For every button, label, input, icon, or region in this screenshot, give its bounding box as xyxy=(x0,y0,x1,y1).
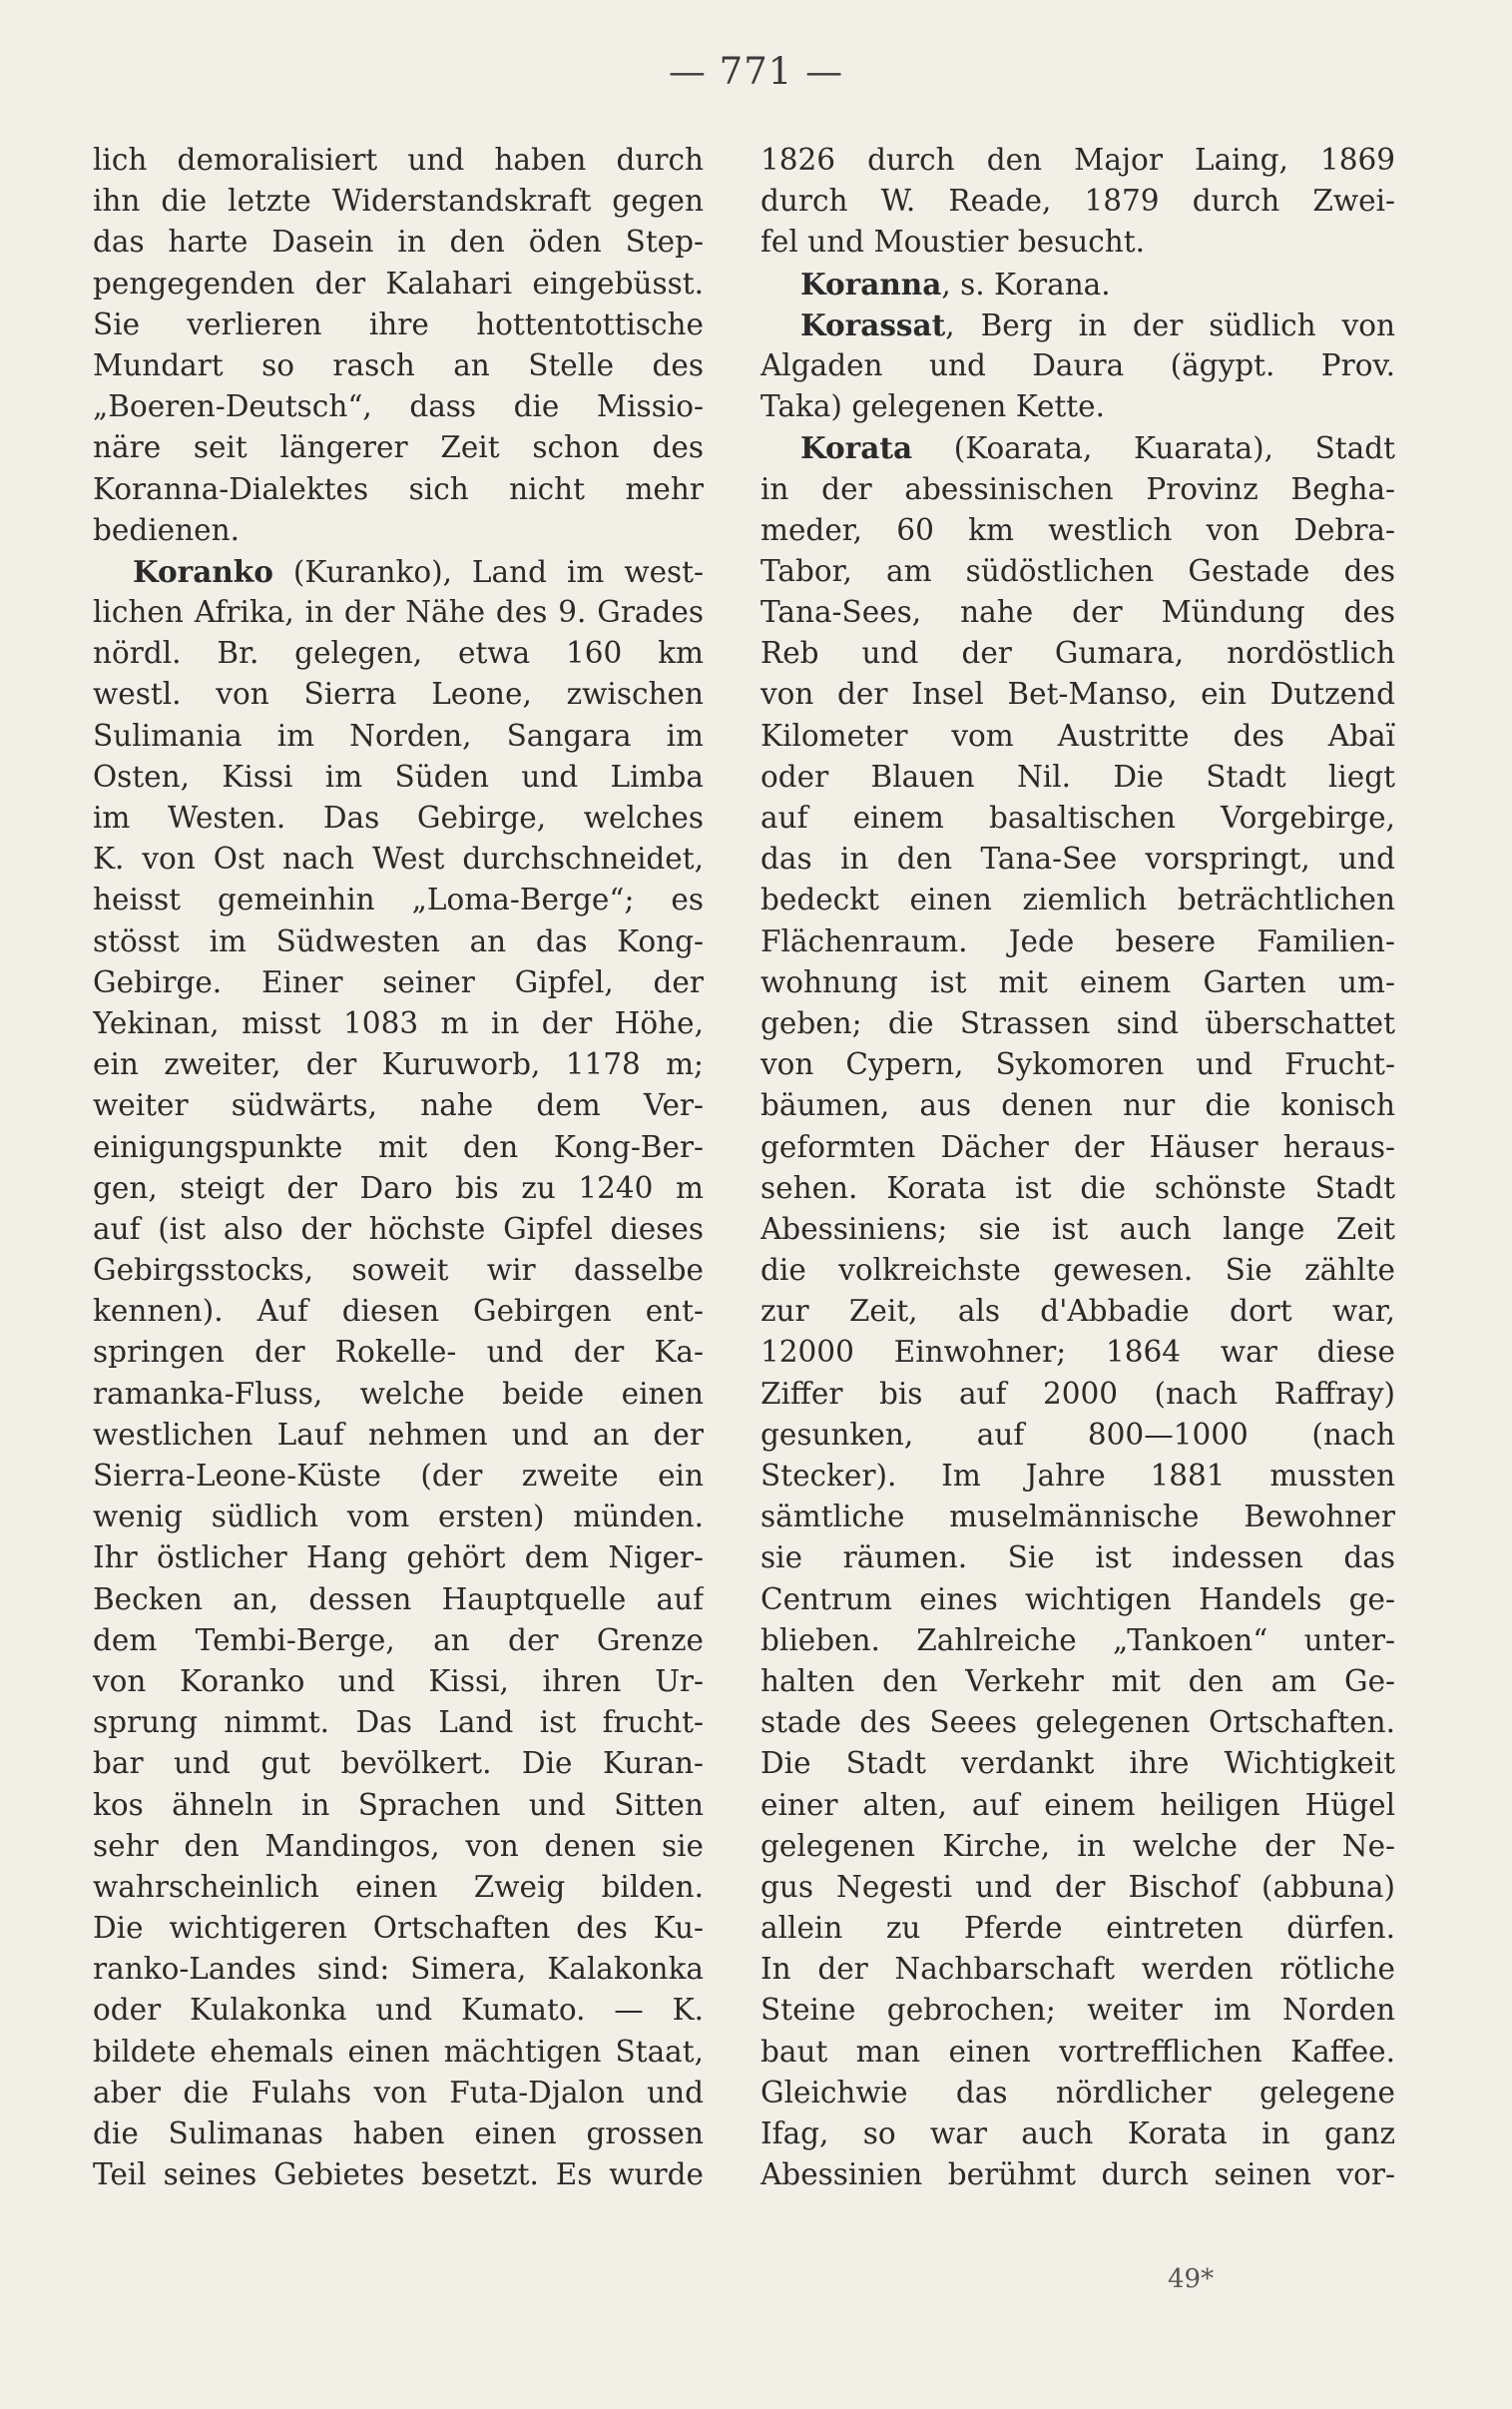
text-line xyxy=(93,592,704,633)
line-text: Osten, Kissi im Süden und Limba xyxy=(93,759,704,794)
text-line xyxy=(93,1374,704,1415)
line-text: bar und gut bevölkert. Die Kuran- xyxy=(93,1746,704,1781)
text-line xyxy=(93,1250,704,1291)
line-text: Steine gebrochen; weiter im Norden xyxy=(760,1993,1395,2028)
line-text: Stecker). Im Jahre 1881 mussten xyxy=(760,1459,1395,1493)
line-text: Sierra-Leone-Küste (der zweite ein xyxy=(93,1459,704,1493)
line-text: das in den Tana-See vorspringt, und xyxy=(760,842,1395,877)
text-line xyxy=(760,1332,1395,1373)
line-text: oder Kulakonka und Kumato. — K. xyxy=(93,1993,704,2028)
line-text: geformten Dächer der Häuser heraus- xyxy=(760,1129,1395,1164)
line-text: das harte Dasein in den öden Step- xyxy=(93,225,704,260)
line-text: bedeckt einen ziemlich beträchtlichen xyxy=(760,883,1395,917)
text-line xyxy=(760,1620,1395,1661)
line-text: zur Zeit, als d'Abbadie dort war, xyxy=(760,1294,1395,1329)
text-line xyxy=(93,1867,704,1908)
line-text: weiter südwärts, nahe dem Ver- xyxy=(93,1088,704,1123)
text-line xyxy=(760,222,1395,263)
line-text: Gleichwie das nördlicher gelegene xyxy=(760,2075,1395,2109)
text-line xyxy=(93,1826,704,1867)
line-text: lich demoralisiert und haben durch xyxy=(93,143,704,177)
line-text: fel und Moustier besucht. xyxy=(760,225,1146,260)
text-line xyxy=(760,1702,1395,1743)
line-text: lichen Afrika, in der Nähe des 9. Grades xyxy=(93,595,704,630)
line-text: halten den Verkehr mit den am Ge- xyxy=(760,1663,1395,1698)
text-line xyxy=(93,1415,704,1456)
line-text: ramanka-Fluss, welche beide einen xyxy=(93,1376,704,1411)
line-text: dem Tembi-Berge, an der Grenze xyxy=(93,1622,704,1657)
line-text: von Cypern, Sykomoren und Frucht- xyxy=(760,1047,1395,1082)
text-line xyxy=(760,1250,1395,1291)
line-text: in der abessinischen Provinz Begha- xyxy=(760,471,1395,506)
entry-headword: Koranko xyxy=(133,553,273,589)
text-line xyxy=(93,1949,704,1990)
line-text: Die Stadt verdankt ihre Wichtigkeit xyxy=(760,1746,1395,1781)
line-text: Gebirgsstocks, soweit wir dasselbe xyxy=(93,1253,704,1288)
page-number: — 771 — xyxy=(668,50,844,93)
text-line xyxy=(93,1537,704,1578)
text-line xyxy=(760,264,1395,304)
text-line xyxy=(93,757,704,798)
text-line xyxy=(760,1003,1395,1044)
text-line xyxy=(93,1497,704,1537)
line-text: aber die Fulahs von Futa-Djalon und xyxy=(93,2075,704,2109)
line-text: von Koranko und Kissi, ihren Ur- xyxy=(93,1663,704,1698)
text-line xyxy=(760,2032,1395,2073)
entry-headword: Korassat xyxy=(800,306,946,342)
text-line xyxy=(760,140,1395,181)
line-text: wahrscheinlich einen Zweig bilden. xyxy=(93,1869,704,1904)
line-text: Yekinan, misst 1083 m in der Höhe, xyxy=(93,1005,704,1040)
text-line xyxy=(93,674,704,715)
text-line xyxy=(93,1743,704,1784)
text-line xyxy=(93,1003,704,1044)
text-line xyxy=(760,1826,1395,1867)
text-line xyxy=(93,1702,704,1743)
text-line xyxy=(93,427,704,468)
line-text: ein zweiter, der Kuruworb, 1178 m; xyxy=(93,1047,704,1082)
line-text: ihn die letzte Widerstandskraft gegen xyxy=(93,184,704,219)
text-line xyxy=(760,181,1395,222)
text-line xyxy=(760,1415,1395,1456)
line-text: Abessiniens; sie ist auch lange Zeit xyxy=(760,1211,1395,1246)
line-text: Centrum eines wichtigen Handels ge- xyxy=(760,1581,1395,1616)
line-text: westl. von Sierra Leone, zwischen xyxy=(93,677,704,712)
line-text: Tana-Sees, nahe der Mündung des xyxy=(760,595,1395,630)
entry-headword: Koranna xyxy=(800,266,942,301)
text-line xyxy=(760,1949,1395,1990)
text-line xyxy=(760,1661,1395,1702)
line-text: allein zu Pferde eintreten dürfen. xyxy=(760,1911,1395,1946)
text-line xyxy=(93,1044,704,1085)
text-line xyxy=(760,1579,1395,1620)
line-text: In der Nachbarschaft werden rötliche xyxy=(760,1952,1395,1987)
line-text: baut man einen vortrefflichen Kaffee. xyxy=(760,2034,1395,2069)
text-line xyxy=(93,1127,704,1168)
line-text: Flächenraum. Jede besere Familien- xyxy=(760,923,1395,958)
line-text: (Kuranko), Land im west- xyxy=(272,554,704,589)
line-text: auf einem basaltischen Vorgebirge, xyxy=(760,801,1395,835)
text-line xyxy=(93,2073,704,2113)
line-text: sie räumen. Sie ist indessen das xyxy=(760,1540,1395,1575)
line-text: oder Blauen Nil. Die Stadt liegt xyxy=(760,759,1395,794)
line-text: sprung nimmt. Das Land ist frucht- xyxy=(93,1705,704,1740)
line-text: sehen. Korata ist die schönste Stadt xyxy=(760,1170,1395,1205)
right-text-column xyxy=(760,140,1395,2195)
text-line xyxy=(760,1537,1395,1578)
line-text: gelegenen Kirche, in welche der Ne- xyxy=(760,1828,1395,1863)
text-line xyxy=(93,222,704,263)
text-line xyxy=(760,1044,1395,1085)
text-line xyxy=(760,921,1395,962)
text-line xyxy=(760,1785,1395,1826)
text-line xyxy=(760,757,1395,798)
line-text: Die wichtigeren Ortschaften des Ku- xyxy=(93,1911,704,1946)
line-text: Tabor, am südöstlichen Gestade des xyxy=(760,553,1395,588)
text-line xyxy=(760,1291,1395,1332)
text-line xyxy=(93,880,704,920)
text-line xyxy=(760,716,1395,757)
line-text: ranko-Landes sind: Simera, Kalakonka xyxy=(93,1952,704,1987)
line-text: näre seit längerer Zeit schon des xyxy=(93,430,704,465)
text-line xyxy=(760,1374,1395,1415)
line-text: Teil seines Gebietes besetzt. Es wurde xyxy=(93,2157,704,2192)
line-text: Becken an, dessen Hauptquelle auf xyxy=(93,1581,704,1616)
text-line xyxy=(93,1209,704,1250)
line-text: 12000 Einwohner; 1864 war diese xyxy=(760,1335,1395,1370)
line-text: nördl. Br. gelegen, etwa 160 km xyxy=(93,636,704,671)
line-text: Abessinien berühmt durch seinen vor- xyxy=(760,2157,1395,2192)
line-text: einer alten, auf einem heiligen Hügel xyxy=(760,1787,1395,1822)
text-line xyxy=(93,1908,704,1949)
text-line xyxy=(760,1990,1395,2031)
line-text: bäumen, aus denen nur die konisch xyxy=(760,1088,1395,1123)
line-text: im Westen. Das Gebirge, welches xyxy=(93,801,704,835)
text-line xyxy=(93,1990,704,2031)
text-line xyxy=(760,1743,1395,1784)
text-line xyxy=(760,386,1395,427)
text-line xyxy=(760,592,1395,633)
line-text: Kilometer vom Austritte des Abaï xyxy=(760,718,1395,753)
text-line xyxy=(93,1332,704,1373)
text-line xyxy=(93,2154,704,2195)
line-text: stade des Seees gelegenen Ortschaften. xyxy=(760,1705,1395,1740)
line-text: auf (ist also der höchste Gipfel dieses xyxy=(93,1211,704,1246)
line-text: „Boeren-Deutsch“, dass die Missio- xyxy=(93,389,704,424)
line-text: Koranna-Dialektes sich nicht mehr xyxy=(93,471,704,506)
line-text: K. von Ost nach West durchschneidet, xyxy=(93,842,704,877)
text-line xyxy=(93,140,704,181)
entry-headword: Korata xyxy=(800,430,913,466)
text-line xyxy=(760,1209,1395,1250)
line-text: wenig südlich vom ersten) münden. xyxy=(93,1500,704,1534)
line-text: Ifag, so war auch Korata in ganz xyxy=(760,2116,1395,2150)
text-line xyxy=(93,2032,704,2073)
line-text: stösst im Südwesten an das Kong- xyxy=(93,923,704,958)
text-line xyxy=(760,1168,1395,1209)
text-line xyxy=(93,839,704,880)
text-line xyxy=(93,510,704,551)
text-line xyxy=(93,1579,704,1620)
text-line xyxy=(760,798,1395,839)
text-line xyxy=(760,1456,1395,1497)
line-text: westlichen Lauf nehmen und an der xyxy=(93,1417,704,1452)
line-text: Ziffer bis auf 2000 (nach Raffray) xyxy=(760,1376,1395,1411)
text-line xyxy=(760,962,1395,1003)
text-line xyxy=(760,2113,1395,2154)
line-text: Sulimania im Norden, Sangara im xyxy=(93,718,704,753)
line-text: Taka) gelegenen Kette. xyxy=(760,389,1105,424)
left-text-column xyxy=(93,140,704,2195)
text-line xyxy=(93,1085,704,1126)
line-text: sehr den Mandingos, von denen sie xyxy=(93,1828,704,1863)
text-line xyxy=(760,674,1395,715)
text-line xyxy=(93,633,704,674)
text-line xyxy=(93,304,704,345)
line-text: meder, 60 km westlich von Debra- xyxy=(760,512,1395,547)
line-text: Mundart so rasch an Stelle des xyxy=(93,347,704,382)
line-text: gesunken, auf 800—1000 (nach xyxy=(760,1417,1395,1452)
text-line xyxy=(93,386,704,427)
line-text: springen der Rokelle- und der Ka- xyxy=(93,1335,704,1370)
text-line xyxy=(93,798,704,839)
line-text: bildete ehemals einen mächtigen Staat, xyxy=(93,2034,704,2069)
text-line xyxy=(93,716,704,757)
signature-mark: 49* xyxy=(1168,2264,1215,2294)
line-text: gen, steigt der Daro bis zu 1240 m xyxy=(93,1170,704,1205)
text-line xyxy=(93,181,704,222)
text-line xyxy=(93,1291,704,1332)
text-line xyxy=(93,469,704,510)
text-line xyxy=(760,1085,1395,1126)
text-line xyxy=(93,1661,704,1702)
text-line xyxy=(760,469,1395,510)
text-line xyxy=(760,2154,1395,2195)
line-text: , s. Korana. xyxy=(941,267,1111,301)
line-text: geben; die Strassen sind überschattet xyxy=(760,1005,1395,1040)
text-line xyxy=(760,1497,1395,1537)
text-line xyxy=(760,1908,1395,1949)
text-line xyxy=(93,345,704,386)
text-line xyxy=(93,962,704,1003)
text-line xyxy=(760,2073,1395,2113)
text-line xyxy=(93,551,704,592)
text-line xyxy=(760,510,1395,551)
text-line xyxy=(93,1785,704,1826)
text-line xyxy=(760,427,1395,468)
text-line xyxy=(760,1867,1395,1908)
text-line xyxy=(93,264,704,304)
text-line xyxy=(760,551,1395,592)
line-text: Algaden und Daura (ägypt. Prov. xyxy=(760,347,1395,382)
line-text: kos ähneln in Sprachen und Sitten xyxy=(93,1787,704,1822)
line-text: bedienen. xyxy=(93,512,240,547)
line-text: Gebirge. Einer seiner Gipfel, der xyxy=(93,964,704,999)
text-line xyxy=(760,839,1395,880)
line-text: (Koarata, Kuarata), Stadt xyxy=(912,431,1395,466)
text-line xyxy=(93,1456,704,1497)
line-text: Reb und der Gumara, nordöstlich xyxy=(760,636,1395,671)
line-text: , Berg in der südlich von xyxy=(945,307,1395,342)
line-text: heisst gemeinhin „Loma-Berge“; es xyxy=(93,883,704,917)
line-text: wohnung ist mit einem Garten um- xyxy=(760,964,1395,999)
line-text: pengegenden der Kalahari eingebüsst. xyxy=(93,266,704,301)
line-text: 1826 durch den Major Laing, 1869 xyxy=(760,143,1395,177)
line-text: Ihr östlicher Hang gehört dem Niger- xyxy=(93,1540,704,1575)
line-text: kennen). Auf diesen Gebirgen ent- xyxy=(93,1294,704,1329)
text-line xyxy=(93,1168,704,1209)
text-line xyxy=(93,1620,704,1661)
text-line xyxy=(760,345,1395,386)
line-text: die volkreichste gewesen. Sie zählte xyxy=(760,1253,1395,1288)
line-text: gus Negesti und der Bischof (abbuna) xyxy=(760,1869,1395,1904)
text-line xyxy=(760,304,1395,345)
text-line xyxy=(760,880,1395,920)
line-text: sämtliche muselmännische Bewohner xyxy=(760,1500,1395,1534)
text-line xyxy=(93,921,704,962)
text-line xyxy=(760,633,1395,674)
line-text: einigungspunkte mit den Kong-Ber- xyxy=(93,1129,704,1164)
line-text: blieben. Zahlreiche „Tankoen“ unter- xyxy=(760,1622,1395,1657)
line-text: die Sulimanas haben einen grossen xyxy=(93,2116,704,2150)
line-text: Sie verlieren ihre hottentottische xyxy=(93,306,704,341)
line-text: von der Insel Bet-Manso, ein Dutzend xyxy=(760,677,1395,712)
line-text: durch W. Reade, 1879 durch Zwei- xyxy=(760,184,1395,219)
text-line xyxy=(760,1127,1395,1168)
text-line xyxy=(93,2113,704,2154)
